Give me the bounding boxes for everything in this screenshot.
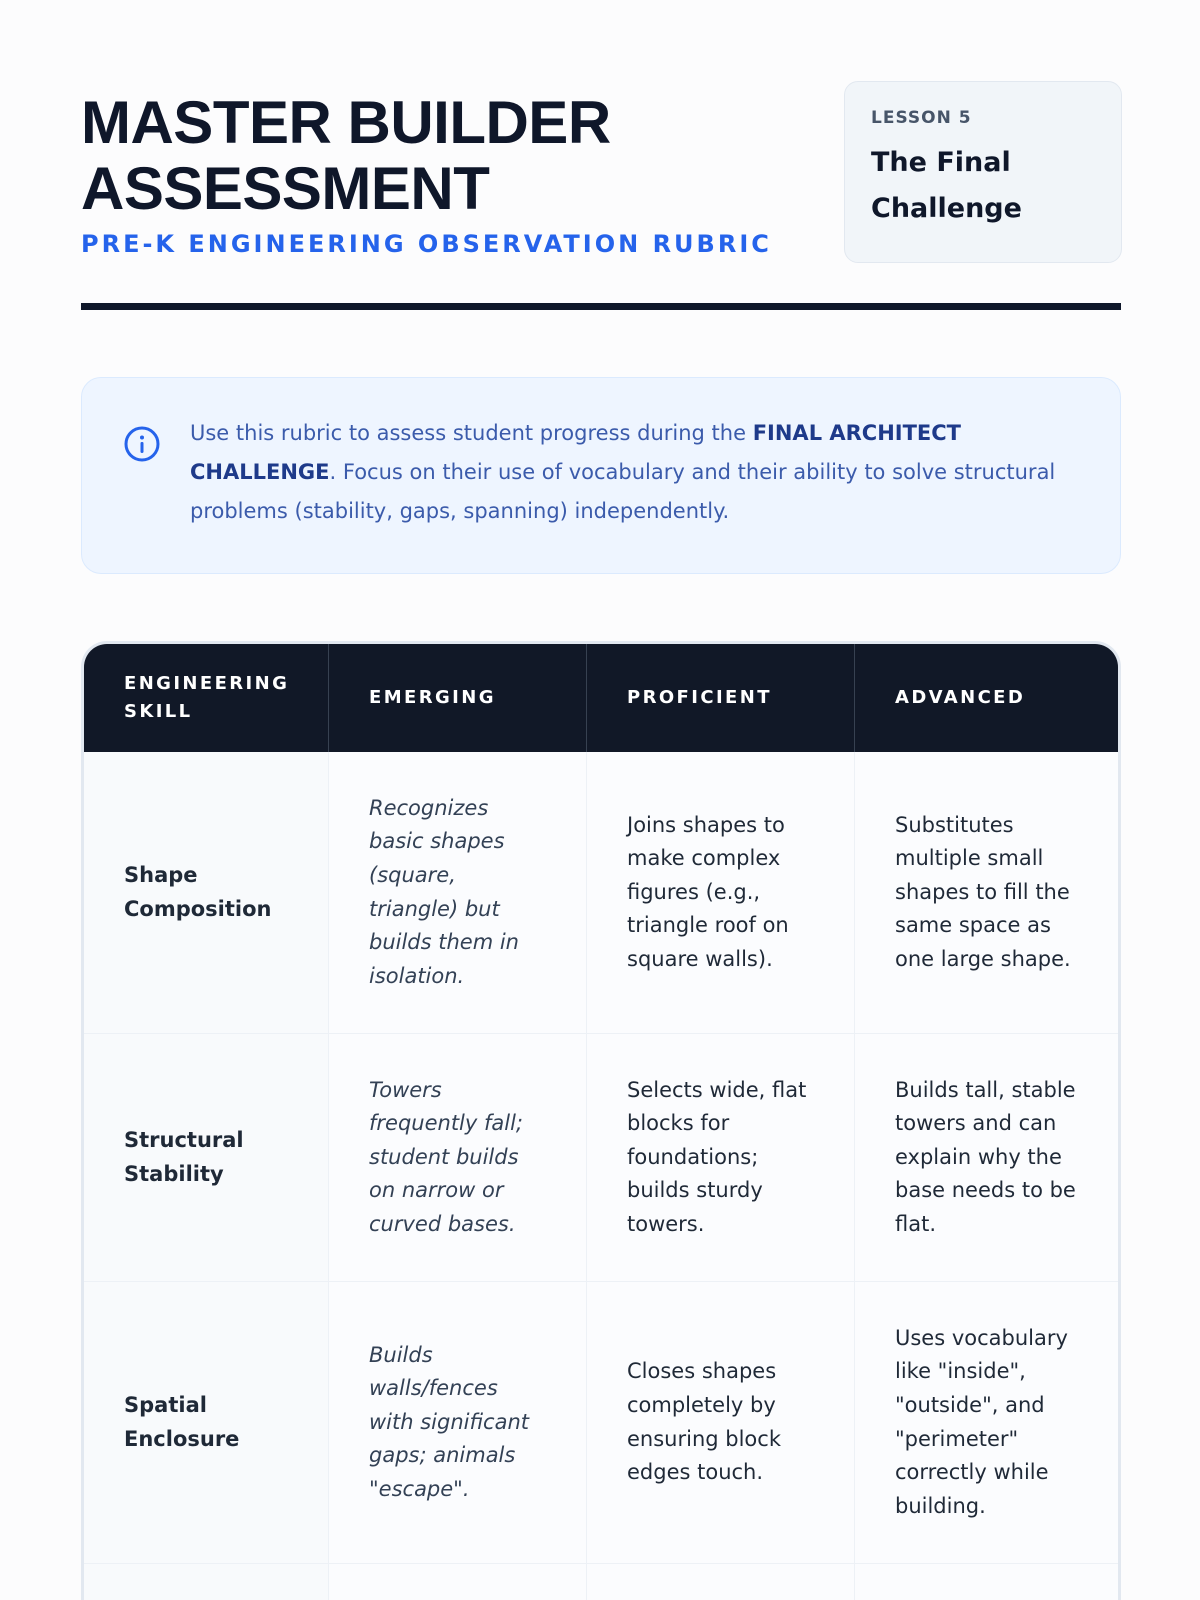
proficient-cell: Joins shapes to make complex figures (e.g., triangle roof on square walls). xyxy=(587,752,855,1033)
lesson-label: LESSON 5 xyxy=(871,108,972,128)
skill-cell: Spatial Enclosure xyxy=(84,1282,329,1563)
lesson-name: The Final Challenge xyxy=(871,147,1022,224)
info-emphasis: FINAL ARCHITECT CHALLENGE xyxy=(190,421,962,484)
proficient-cell: Closes shapes completely by ensuring block edges touch. xyxy=(587,1282,855,1563)
rubric-table xyxy=(81,641,1121,1600)
header-emerging: EMERGING xyxy=(329,644,587,752)
skill-cell xyxy=(84,1564,329,1600)
title-line-2: ASSESSMENT xyxy=(81,155,490,222)
skill-cell: Structural Stability xyxy=(84,1034,329,1281)
lesson-card xyxy=(844,81,1122,263)
emerging-cell: Towers frequently fall; student builds on narrow or curved bases. xyxy=(329,1034,587,1281)
advanced-cell: Uses vocabulary like "inside", "outside", and "perimeter" correctly while building. xyxy=(855,1282,1118,1563)
info-callout xyxy=(81,377,1121,574)
table-row-partial xyxy=(84,1564,1118,1600)
proficient-cell: Selects wide, flat blocks for foundations; builds sturdy towers. xyxy=(587,1034,855,1281)
emerging-cell: Builds walls/fences with significant gaps; animals "escape". xyxy=(329,1282,587,1563)
info-text xyxy=(190,414,1070,531)
page-subtitle: PRE-K ENGINEERING OBSERVATION RUBRIC xyxy=(81,230,772,258)
emerging-cell xyxy=(329,1564,587,1600)
rubric-page xyxy=(81,0,1121,1600)
header-advanced: ADVANCED xyxy=(895,687,1026,708)
table-row xyxy=(84,752,1118,1034)
table-header-row xyxy=(84,644,1118,752)
advanced-cell: Substitutes multiple small shapes to fill the same space as one large shape. xyxy=(855,752,1118,1033)
proficient-cell xyxy=(587,1564,855,1600)
emerging-cell: Recognizes basic shapes (square, triangle) but builds them in isolation. xyxy=(329,752,587,1033)
header-divider xyxy=(81,303,1121,310)
table-row xyxy=(84,1034,1118,1282)
header-engineering-skill: ENGINEERING SKILL xyxy=(84,644,329,752)
header-proficient: PROFICIENT xyxy=(587,644,855,752)
info-icon xyxy=(123,425,161,463)
page-title xyxy=(81,90,781,222)
info-text-before: Use this rubric to assess student progress during the xyxy=(190,421,753,445)
title-line-1: MASTER BUILDER xyxy=(81,89,611,156)
skill-cell: Shape Composition xyxy=(84,752,329,1033)
advanced-cell xyxy=(855,1564,1118,1600)
header xyxy=(81,80,1121,310)
table-row xyxy=(84,1282,1118,1564)
advanced-cell: Builds tall, stable towers and can explain why the base needs to be flat. xyxy=(855,1034,1118,1281)
info-text-after: . Focus on their use of vocabulary and their ability to solve structural problems (stability, gaps, spanning) independently. xyxy=(190,460,1056,523)
